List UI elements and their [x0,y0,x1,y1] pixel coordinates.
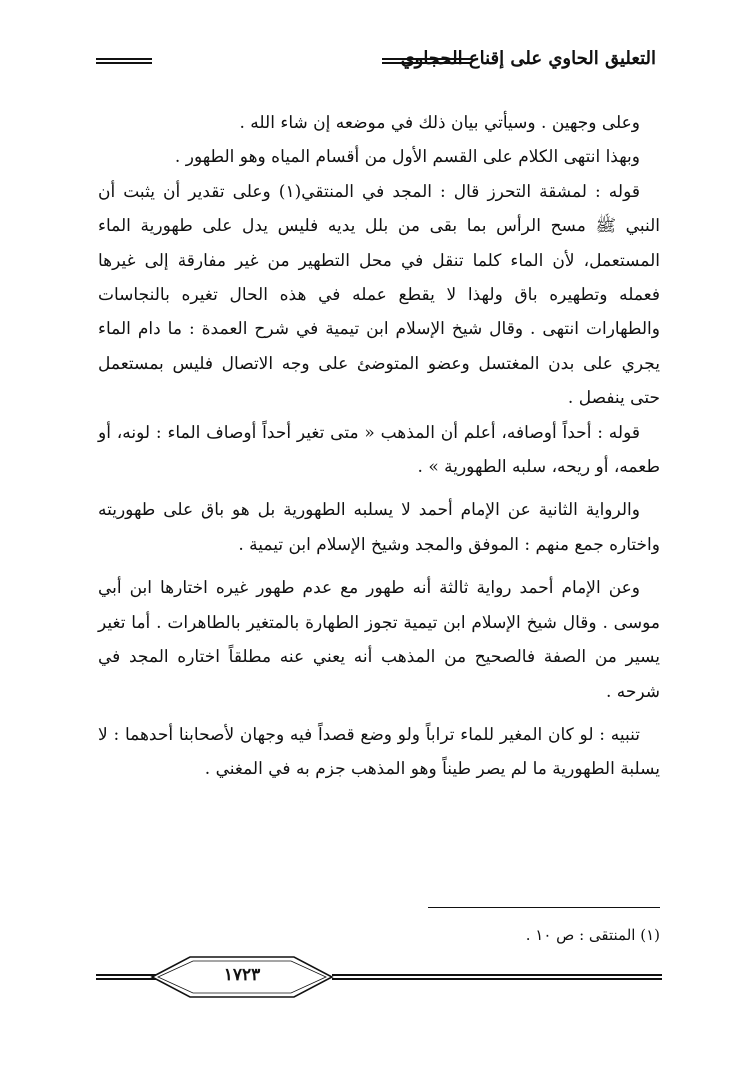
footer-rule-left [96,974,156,980]
body-text [98,106,660,787]
footer-rule-right [332,974,662,980]
paragraph-2: وبهذا انتهى الكلام على القسم الأول من أقسام المياه وهو الطهور . [174,147,640,168]
paragraph-4: قوله : أحداً أوصافه، أعلم أن المذهب « متى تغير أحداً أوصاف الماء : لونه، أو طعمه، أو ريحه، سلبه الطهورية » . [98,422,660,478]
header-rule-left [96,58,152,64]
footnote: (١) المنتقى : ص ١٠ . [525,926,660,944]
header-title: التعليق الحاوي على إقناع الحجاوي [400,48,656,69]
footnote-separator [428,907,660,908]
paragraph-6: وعن الإمام أحمد رواية ثالثة أنه طهور مع عدم طهور غيره اختارها ابن أبي موسى . وقال شيخ الإسلام ابن تيمية تجوز الطهارة بالمتغير بالطاهرات . أما تغير يسير من الصفة فالصحيح من المذهب أنه يعني عنه مطلقاً اختاره المجد في شرحه . [98,578,660,702]
paragraph-1: وعلى وجهين . وسيأتي بيان ذلك في موضعه إن شاء الله . [239,113,640,133]
page-number: ١٧٢٣ [223,965,261,985]
page-footer [96,955,662,999]
paragraph-3: قوله : لمشقة التحرز قال : المجد في المنتقي(١) وعلى تقدير أن يثبت أن النبي ﷺ مسح الرأس بما بقى من بلل يديه فليس يدل على طهورية الماء المستعمل، لأن الماء كلما تنقل في محل التطهير من غير مفارقة إلى غيرها فعمله وتطهيره باق ولهذا لا يقطع عمله في هذه الحال تغيره بالنجاسات والطهارات انتهى . وقال شيخ الإسلام ابن تيمية في شرح العمدة : ما دام الماء يجري على بدن المغتسل وعضو المتوضئ على وجه الاتصال فليس بمستعمل حتى ينفصل . [98,181,660,409]
paragraph-5: والرواية الثانية عن الإمام أحمد لا يسلبه الطهورية بل هو باق على طهوريته واختاره جمع منهم : الموفق والمجد وشيخ الإسلام ابن تيمية . [98,500,660,555]
running-header [96,44,656,78]
paragraph-7: تنبيه : لو كان المغير للماء تراباً ولو وضع قصداً فيه وجهان لأصحابنا أحدهما : لا يسلبة الطهورية ما لم يصر طيناً وهو المذهب جزم به في المغني . [98,724,660,780]
